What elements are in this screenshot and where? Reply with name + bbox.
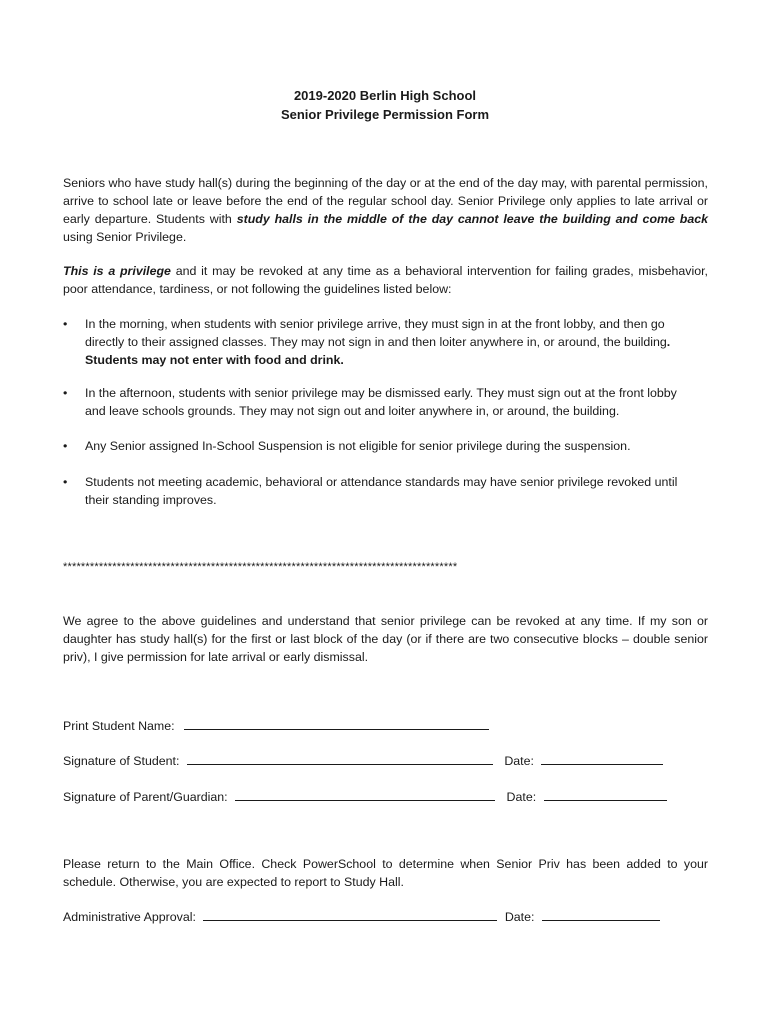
guideline-morning-period: . bbox=[666, 335, 671, 349]
privilege-paragraph bbox=[63, 262, 708, 298]
school-title: 2019-2020 Berlin High School bbox=[293, 88, 477, 103]
privilege-text: and it may be revoked at any time as a behavioral intervention for failing grades, misbehavior, poor attendance, tardiness, or not following the guidelines listed below: bbox=[63, 264, 708, 296]
parent-date-label: Date: bbox=[506, 790, 537, 804]
print-student-name-row bbox=[63, 716, 489, 735]
admin-approval-field[interactable] bbox=[203, 907, 497, 921]
bullet-icon: • bbox=[63, 386, 68, 400]
privilege-emphasis: This is a privilege bbox=[63, 264, 171, 278]
guideline-text-afternoon: In the afternoon, students with senior privilege may be dismissed early. They must sign out at the front lobby and leave schools grounds. They may not sign out and loiter anywhere in, or around, the building. bbox=[85, 386, 677, 418]
admin-date-label: Date: bbox=[504, 910, 535, 924]
form-title-block bbox=[0, 86, 770, 124]
parent-signature-row bbox=[63, 787, 667, 806]
guideline-text-morning bbox=[85, 315, 695, 369]
intro-paragraph bbox=[63, 174, 708, 246]
student-signature-row bbox=[63, 751, 663, 770]
guideline-morning-bold: Students may not enter with food and drink. bbox=[85, 353, 344, 367]
admin-date-field[interactable] bbox=[542, 907, 660, 921]
student-date-label: Date: bbox=[504, 754, 534, 768]
guideline-morning-text: In the morning, when students with senior privilege arrive, they must sign in at the front lobby, and then go directly to their assigned classes. They may not sign in and then loiter anywhere in, or around, the building bbox=[85, 317, 667, 349]
admin-approval-row bbox=[63, 907, 660, 926]
student-signature-field[interactable] bbox=[187, 751, 493, 765]
bullet-icon: • bbox=[63, 317, 68, 331]
print-student-name-field[interactable] bbox=[184, 716, 489, 730]
intro-emphasis: study halls in the middle of the day cannot leave the building and come back bbox=[236, 212, 709, 226]
form-title: Senior Privilege Permission Form bbox=[280, 107, 490, 122]
guideline-text-suspension: Any Senior assigned In-School Suspension is not eligible for senior privilege during the suspension. bbox=[85, 439, 631, 453]
parent-signature-field[interactable] bbox=[235, 787, 495, 801]
return-instructions: Please return to the Main Office. Check PowerSchool to determine when Senior Priv has been added to your schedule. Otherwise, you are expected to report to Study Hall. bbox=[63, 857, 708, 889]
student-date-field[interactable] bbox=[541, 751, 663, 765]
admin-approval-label: Administrative Approval: bbox=[63, 910, 196, 924]
bullet-icon: • bbox=[63, 439, 68, 453]
intro-text-b: using Senior Privilege. bbox=[63, 230, 187, 244]
bullet-icon: • bbox=[63, 475, 68, 489]
intro-text-a: Seniors who have study hall(s) during the beginning of the day or at the end of the day may, with parental permission, arrive to school late or leave before the end of the regular school day. Senior Privilege only applies to late arrival or early departure. Students with bbox=[63, 176, 708, 226]
parent-date-field[interactable] bbox=[544, 787, 667, 801]
student-signature-label: Signature of Student: bbox=[63, 754, 180, 768]
agreement-paragraph: We agree to the above guidelines and understand that senior privilege can be revoked at any time. If my son or daughter has study hall(s) for the first or last block of the day (or if there are two consecutive blocks – double senior priv), I give permission for late arrival or early dismissal. bbox=[63, 614, 708, 664]
parent-signature-label: Signature of Parent/Guardian: bbox=[63, 790, 228, 804]
guideline-text-standards: Students not meeting academic, behavioral or attendance standards may have senior privilege revoked until their standing improves. bbox=[85, 475, 678, 507]
separator-stars: **************************************************************************************** bbox=[63, 561, 458, 573]
print-student-name-label: Print Student Name: bbox=[63, 719, 175, 733]
